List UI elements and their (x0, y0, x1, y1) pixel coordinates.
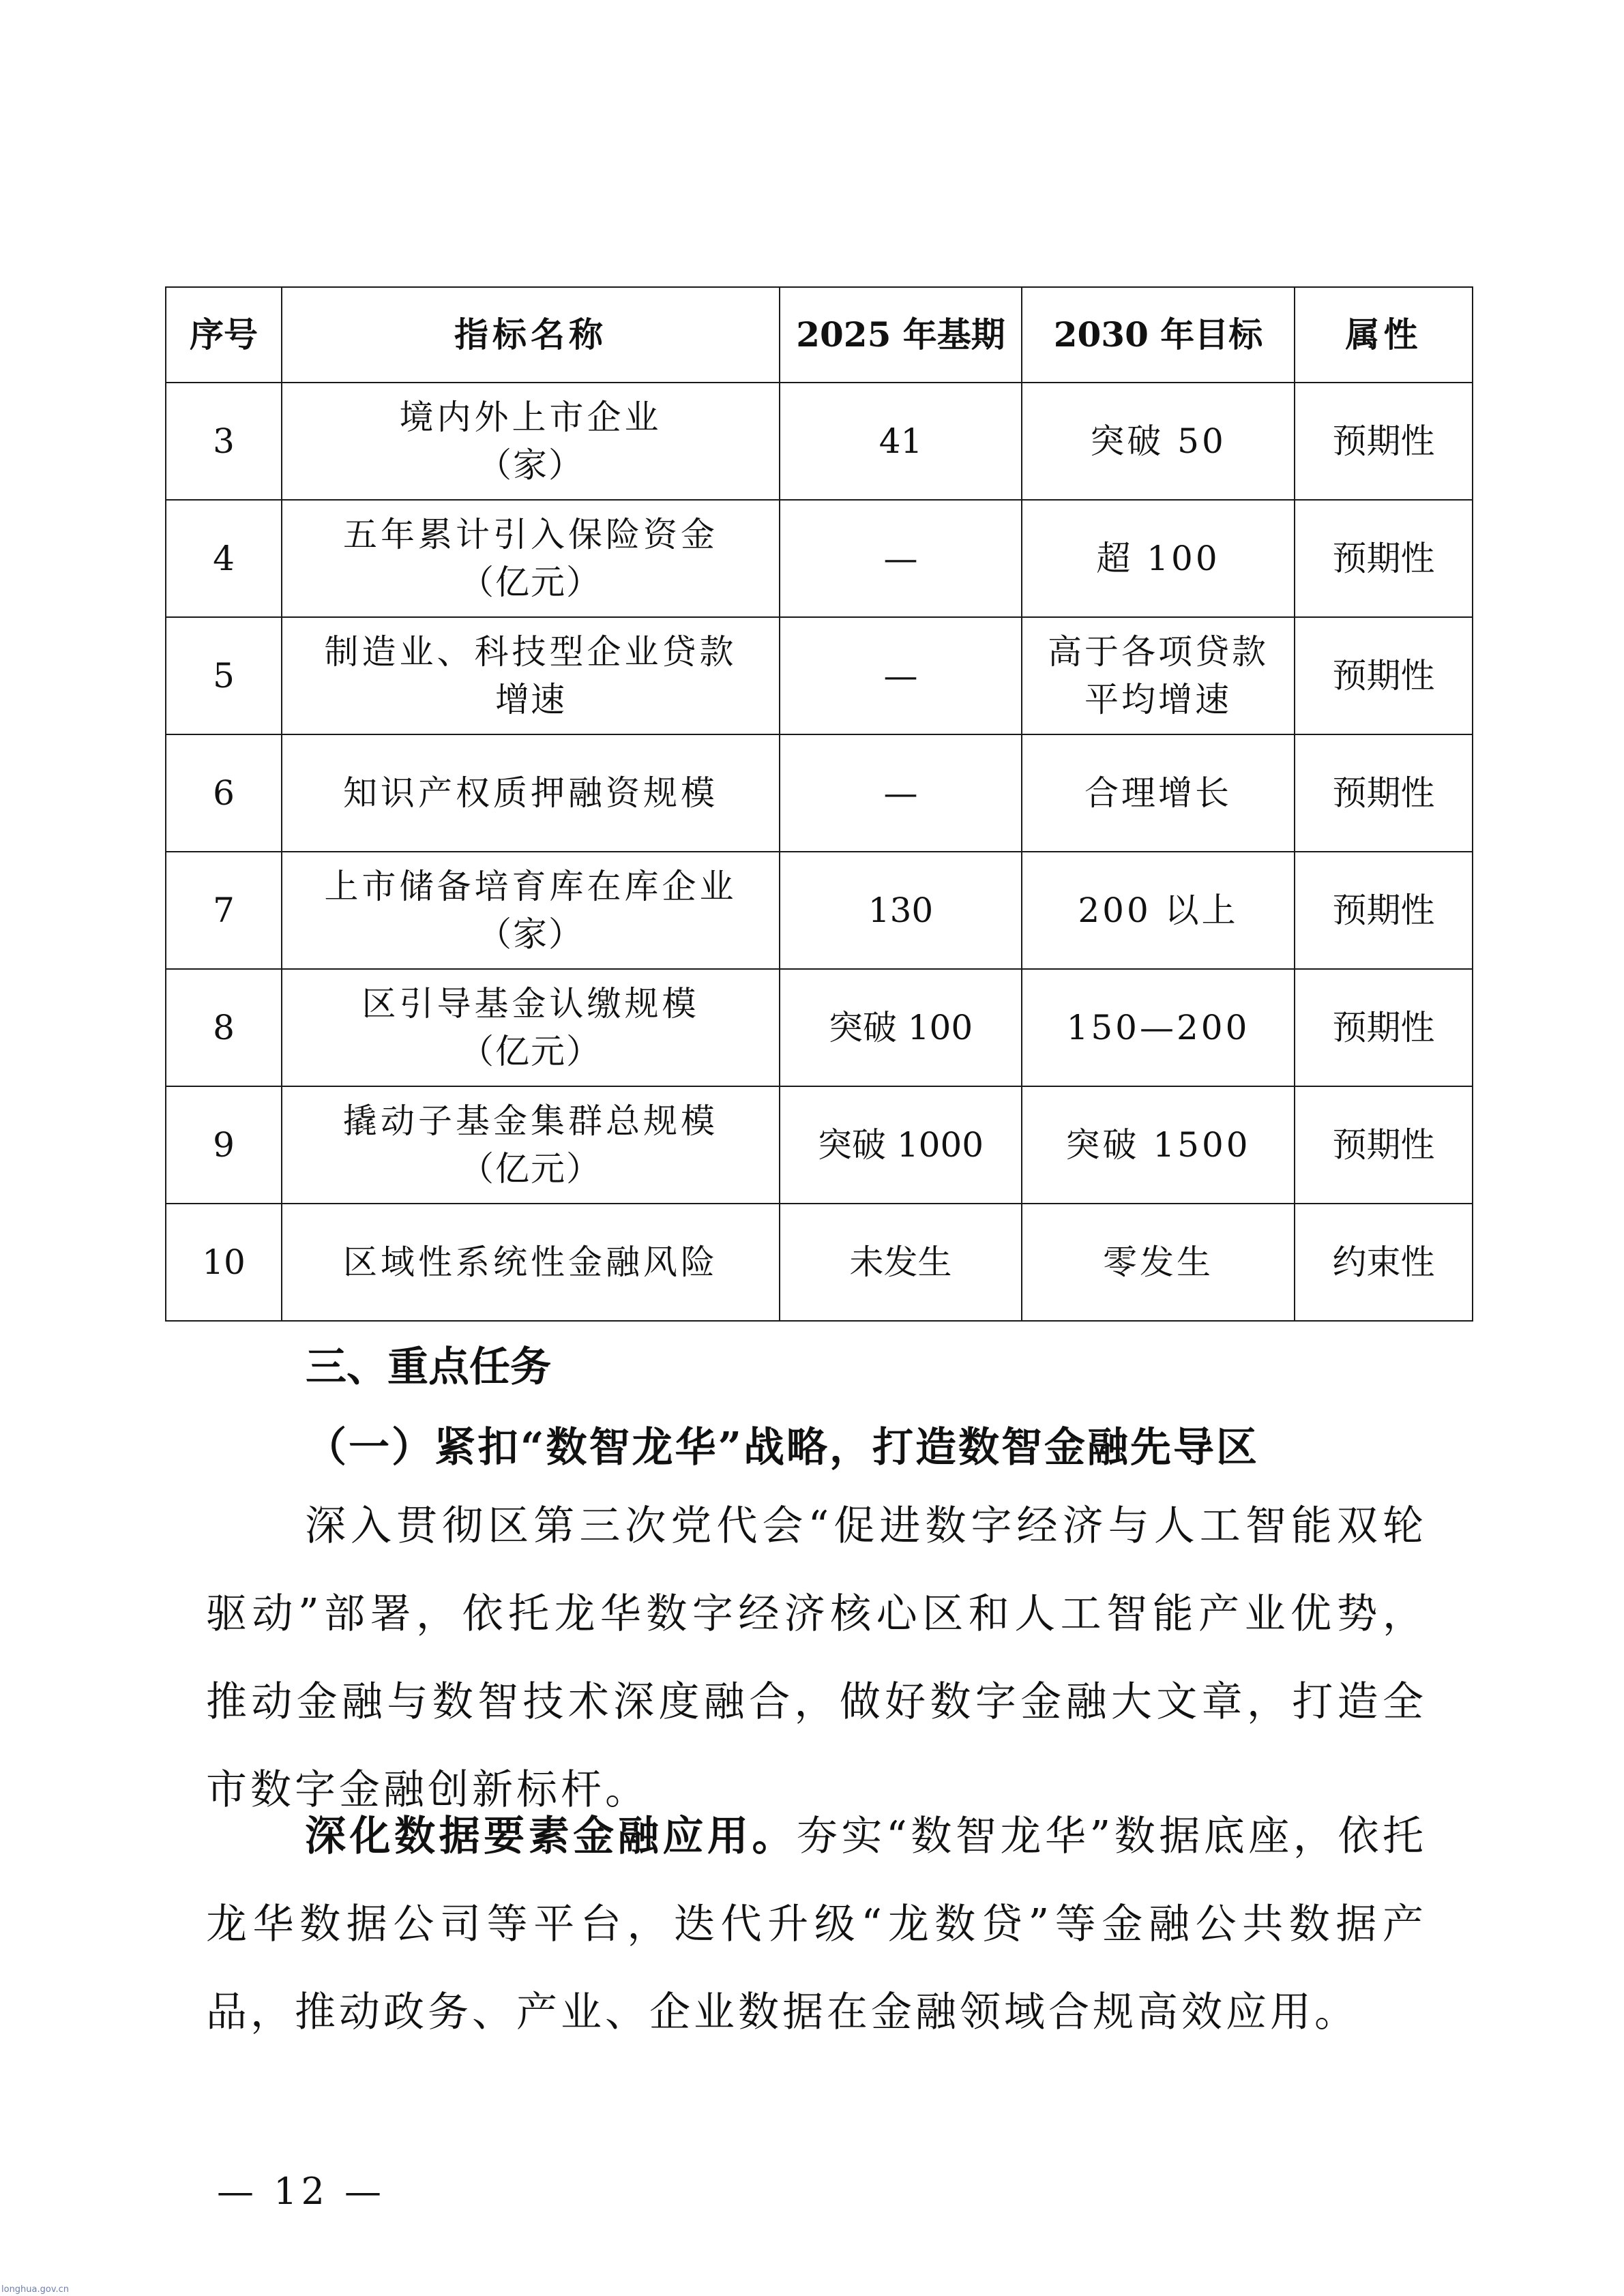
indicator-name-text: 知识产权质押融资规模 (343, 773, 718, 813)
target-text: 高于各项贷款 (1048, 632, 1269, 672)
page-number: — 12 — (217, 2170, 386, 2213)
paragraph-1: 深入贯彻区第三次党代会“促进数字经济与人工智能双轮驱动”部署，依托龙华数字经济核心区和人工智能产业优势，推动金融与数智技术深度融合，做好数字金融大文章，打造全市数字金融创新标杆。 (206, 1502, 1427, 1814)
table-row (166, 852, 1473, 969)
row-attribute: 约束性 (1295, 1204, 1473, 1321)
indicator-unit-text: （家） (477, 445, 584, 485)
row-indicator-name (282, 1086, 780, 1204)
row-no: 9 (166, 1086, 282, 1204)
row-base-2025: — (780, 500, 1022, 617)
indicator-name-text: 上市储备培育库在库企业 (324, 867, 737, 906)
target-text: 超 100 (1096, 539, 1220, 578)
row-attribute: 预期性 (1295, 1086, 1473, 1204)
row-indicator-name (282, 969, 780, 1086)
paragraph-2-body: 夯实“数智龙华”数据底座，依托龙华数据公司等平台，迭代升级“龙数贷”等金融公共数据产品，推动政务、产业、企业数据在金融领域合规高效应用。 (206, 1813, 1428, 2036)
table-header-row (166, 287, 1473, 383)
table-row (166, 500, 1473, 617)
row-target-2030 (1022, 383, 1295, 500)
target-text: 平均增速 (1084, 680, 1232, 719)
indicator-unit-text: （亿元） (460, 563, 602, 602)
row-attribute: 预期性 (1295, 383, 1473, 500)
section-heading: 三、重点任务 (306, 1343, 551, 1391)
table-row (166, 617, 1473, 734)
indicator-table (165, 286, 1473, 1322)
row-indicator-name (282, 617, 780, 734)
row-base-2025: 130 (780, 852, 1022, 969)
header-no: 序号 (166, 287, 282, 383)
row-target-2030 (1022, 734, 1295, 852)
table-row (166, 734, 1473, 852)
table-row (166, 969, 1473, 1086)
sub-heading: （一）紧扣“数智龙华”战略，打造数智金融先导区 (306, 1424, 1260, 1472)
target-text: 150—200 (1066, 1008, 1250, 1047)
row-base-2025: — (780, 734, 1022, 852)
row-base-2025: — (780, 617, 1022, 734)
target-text: 合理增长 (1084, 773, 1232, 813)
row-target-2030 (1022, 1086, 1295, 1204)
row-indicator-name (282, 500, 780, 617)
target-text: 200 以上 (1078, 891, 1239, 930)
target-text: 零发生 (1103, 1242, 1213, 1282)
table-row (166, 383, 1473, 500)
indicator-name-text: 区域性系统性金融风险 (343, 1242, 718, 1282)
paragraph-2-lead: 深化数据要素金融应用。 (305, 1813, 797, 1860)
header-target-2030: 2030 年目标 (1022, 287, 1295, 383)
row-target-2030 (1022, 852, 1295, 969)
indicator-name-text: 制造业、科技型企业贷款 (324, 632, 737, 672)
header-base-2025: 2025 年基期 (780, 287, 1022, 383)
row-indicator-name (282, 734, 780, 852)
row-indicator-name (282, 1204, 780, 1321)
row-attribute: 预期性 (1295, 969, 1473, 1086)
row-attribute: 预期性 (1295, 500, 1473, 617)
indicator-name-text: 五年累计引入保险资金 (343, 515, 718, 554)
row-base-2025: 未发生 (780, 1204, 1022, 1321)
row-base-2025: 突破 100 (780, 969, 1022, 1086)
indicator-unit-text: 增速 (495, 680, 566, 719)
row-no: 4 (166, 500, 282, 617)
row-attribute: 预期性 (1295, 852, 1473, 969)
row-no: 7 (166, 852, 282, 969)
row-attribute: 预期性 (1295, 734, 1473, 852)
indicator-name-text: 撬动子基金集群总规模 (343, 1101, 718, 1141)
indicator-unit-text: （家） (477, 914, 584, 954)
row-base-2025: 突破 1000 (780, 1086, 1022, 1204)
row-no: 3 (166, 383, 282, 500)
header-attribute: 属性 (1295, 287, 1473, 383)
row-indicator-name (282, 852, 780, 969)
indicator-name-text: 境内外上市企业 (399, 398, 662, 437)
table-row (166, 1204, 1473, 1321)
row-no: 10 (166, 1204, 282, 1321)
row-target-2030 (1022, 500, 1295, 617)
indicator-unit-text: （亿元） (460, 1149, 602, 1189)
row-attribute: 预期性 (1295, 617, 1473, 734)
row-target-2030 (1022, 1204, 1295, 1321)
row-target-2030 (1022, 617, 1295, 734)
table-row (166, 1086, 1473, 1204)
paragraph-2 (206, 1793, 1427, 2057)
target-text: 突破 50 (1090, 421, 1226, 461)
row-no: 6 (166, 734, 282, 852)
header-indicator-name: 指标名称 (282, 287, 780, 383)
row-indicator-name (282, 383, 780, 500)
table-body (166, 383, 1473, 1321)
indicator-unit-text: （亿元） (460, 1032, 602, 1071)
row-base-2025: 41 (780, 383, 1022, 500)
row-target-2030 (1022, 969, 1295, 1086)
row-no: 8 (166, 969, 282, 1086)
row-no: 5 (166, 617, 282, 734)
watermark-text: longhua.gov.cn (1, 2284, 70, 2295)
target-text: 突破 1500 (1065, 1125, 1251, 1165)
indicator-name-text: 区引导基金认缴规模 (361, 984, 700, 1024)
